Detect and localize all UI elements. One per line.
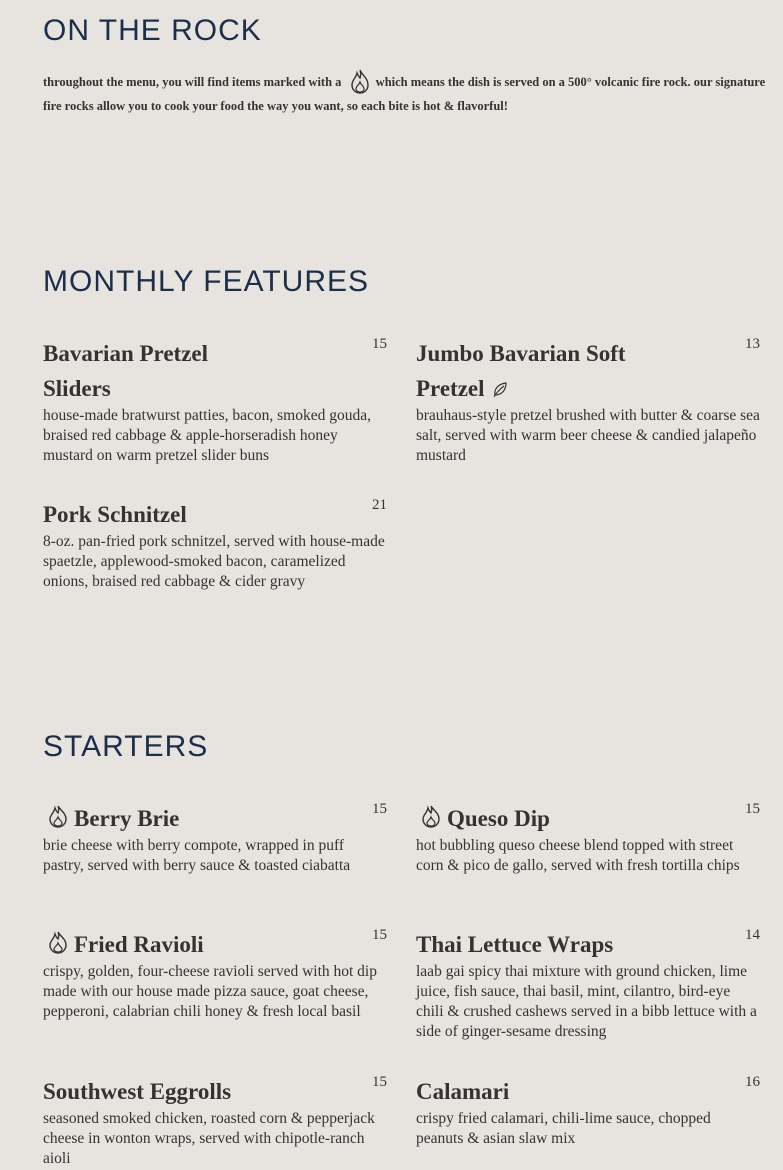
menu-item (43, 801, 387, 876)
item-name: Thai Lettuce Wraps (416, 932, 614, 957)
item-description: seasoned smoked chicken, roasted corn & pepperjack cheese in wonton wraps, served with chipotle-ranch aioli (43, 1110, 375, 1167)
fire-rock-icon (420, 804, 442, 828)
item-name-text: Jumbo Bavarian Soft Pretzel (416, 341, 626, 401)
item-price: 15 (372, 1074, 387, 1090)
item-name (43, 801, 333, 836)
section-title-on-the-rock: ON THE ROCK (43, 14, 262, 47)
item-price: 16 (745, 1074, 760, 1090)
item-description: hot bubbling queso cheese blend topped with street corn & pico de gallo, served with fresh tortilla chips (416, 837, 740, 874)
vegetarian-leaf-icon (491, 380, 509, 398)
item-name-text: Berry Brie (74, 806, 180, 831)
item-price: 21 (372, 497, 387, 513)
item-description: brauhaus-style pretzel brushed with butter & coarse sea salt, served with warm beer cheese & candied jalapeño mustard (416, 407, 760, 464)
item-description: house-made bratwurst patties, bacon, smoked gouda, braised red cabbage & apple-horseradish honey mustard on warm pretzel slider buns (43, 407, 371, 464)
item-description: crispy, golden, four-cheese ravioli served with hot dip made with our house made pizza sauce, goat cheese, pepperoni, calabrian chili honey & fresh local basil (43, 963, 377, 1020)
section-title-monthly-features: MONTHLY FEATURES (43, 265, 370, 298)
item-description: 8-oz. pan-fried pork schnitzel, served with house-made spaetzle, applewood-smoked bacon, caramelized onions, braised red cabbage & cider gravy (43, 533, 385, 590)
menu-item (43, 497, 387, 592)
menu-item (43, 336, 387, 466)
intro-text (43, 68, 773, 118)
menu-item (416, 1074, 760, 1149)
menu-item (43, 927, 387, 1022)
item-description: brie cheese with berry compote, wrapped in puff pastry, served with berry sauce & toasted ciabatta (43, 837, 351, 874)
item-description: crispy fried calamari, chili-lime sauce, chopped peanuts & asian slaw mix (416, 1110, 711, 1147)
item-name: Calamari (416, 1079, 510, 1104)
item-price: 15 (372, 801, 387, 817)
item-price: 13 (745, 336, 760, 352)
item-name: Pork Schnitzel (43, 502, 187, 527)
item-name: Bavarian Pretzel Sliders (43, 341, 208, 401)
item-name (416, 336, 656, 406)
item-name (43, 927, 333, 962)
intro-text-after: which means the dish is served on a 500° volcanic fire rock. our signature fire rocks allow you to cook your food the way you want, so each bite is hot & flavorful! (43, 75, 766, 113)
item-price: 15 (372, 336, 387, 352)
item-price: 15 (372, 927, 387, 943)
item-price: 14 (745, 927, 760, 943)
item-name-text: Fried Ravioli (74, 932, 204, 957)
menu-item (416, 336, 760, 466)
item-price: 15 (745, 801, 760, 817)
item-name: Southwest Eggrolls (43, 1079, 232, 1104)
item-name (416, 801, 706, 836)
intro-text-before: throughout the menu, you will find items marked with a (43, 75, 342, 89)
fire-rock-icon (47, 804, 69, 828)
menu-item (416, 801, 760, 876)
item-name-text: Queso Dip (447, 806, 550, 831)
menu-item (43, 1074, 387, 1169)
fire-rock-icon (47, 930, 69, 954)
menu-item (416, 927, 760, 1042)
section-title-starters: STARTERS (43, 730, 209, 763)
fire-rock-icon (349, 68, 371, 94)
item-description: laab gai spicy thai mixture with ground chicken, lime juice, fish sauce, thai basil, mint, cilantro, bird-eye chili & crushed cashews served in a bibb lettuce with a side of ginger-sesame dressing (416, 963, 757, 1040)
